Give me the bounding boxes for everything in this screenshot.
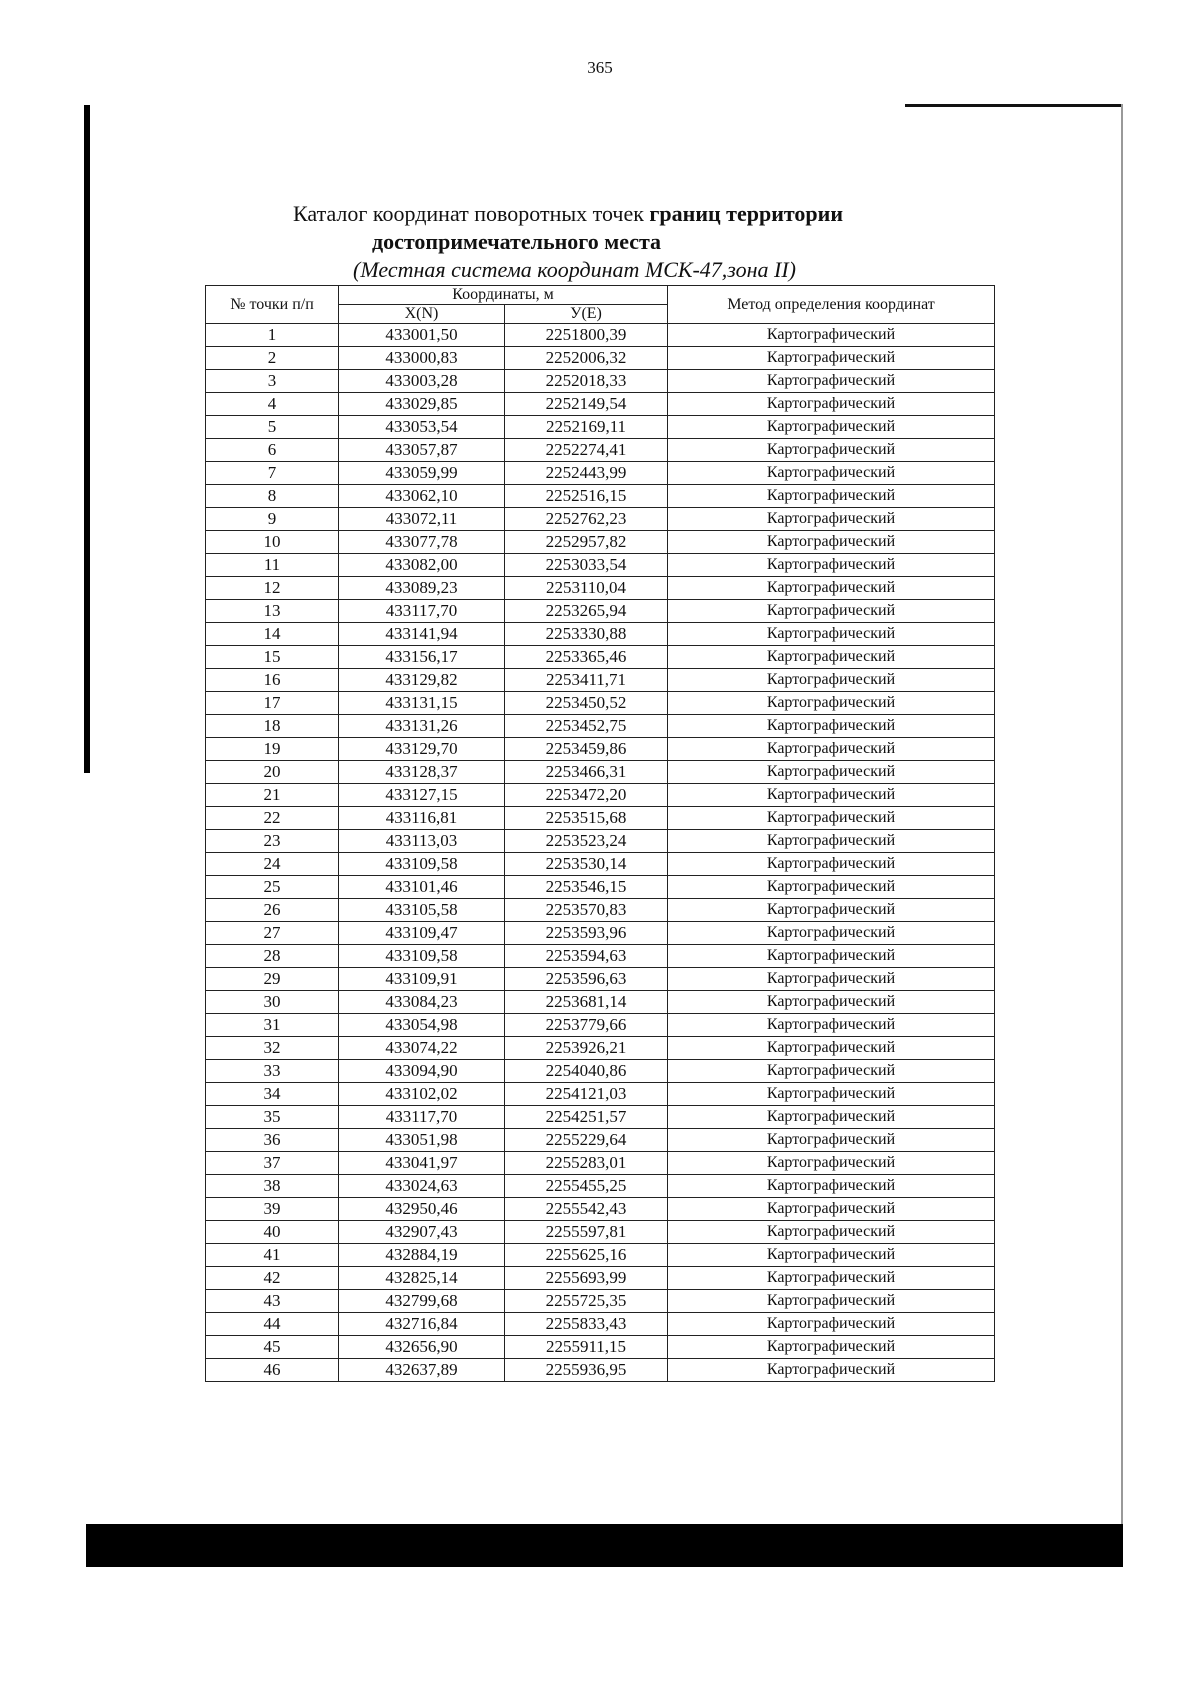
title-regular-text: Каталог координат поворотных точек: [293, 201, 650, 226]
table-row: [206, 899, 995, 922]
y-coordinate-cell: 2255693,99: [505, 1267, 668, 1290]
table-row: [206, 1060, 995, 1083]
point-number-cell: 40: [206, 1221, 339, 1244]
table-row: [206, 416, 995, 439]
x-coordinate-cell: 433101,46: [339, 876, 505, 899]
point-number-cell: 5: [206, 416, 339, 439]
table-row: [206, 370, 995, 393]
y-coordinate-cell: 2253411,71: [505, 669, 668, 692]
point-number-cell: 12: [206, 577, 339, 600]
table-row: [206, 669, 995, 692]
point-number-cell: 7: [206, 462, 339, 485]
method-cell: Картографический: [668, 669, 995, 692]
point-number-cell: 20: [206, 761, 339, 784]
x-coordinate-cell: 433129,70: [339, 738, 505, 761]
method-cell: Картографический: [668, 876, 995, 899]
method-cell: Картографический: [668, 1359, 995, 1382]
method-cell: Картографический: [668, 1129, 995, 1152]
table-row: [206, 922, 995, 945]
point-number-cell: 41: [206, 1244, 339, 1267]
table-row: [206, 1129, 995, 1152]
table-row: [206, 715, 995, 738]
point-number-cell: 13: [206, 600, 339, 623]
x-coordinate-cell: 433001,50: [339, 324, 505, 347]
y-coordinate-cell: 2252957,82: [505, 531, 668, 554]
title-subtitle: (Местная система координат МСК-47,зона II): [353, 257, 796, 282]
point-number-cell: 15: [206, 646, 339, 669]
y-coordinate-cell: 2254251,57: [505, 1106, 668, 1129]
method-cell: Картографический: [668, 462, 995, 485]
point-number-cell: 1: [206, 324, 339, 347]
point-number-cell: 46: [206, 1359, 339, 1382]
y-coordinate-cell: 2252274,41: [505, 439, 668, 462]
y-coordinate-cell: 2255833,43: [505, 1313, 668, 1336]
table-row: [206, 784, 995, 807]
y-coordinate-cell: 2252762,23: [505, 508, 668, 531]
table-row: [206, 1152, 995, 1175]
header-x: X(N): [339, 305, 505, 324]
x-coordinate-cell: 433109,58: [339, 853, 505, 876]
y-coordinate-cell: 2253110,04: [505, 577, 668, 600]
x-coordinate-cell: 433094,90: [339, 1060, 505, 1083]
table-row: [206, 968, 995, 991]
y-coordinate-cell: 2253546,15: [505, 876, 668, 899]
header-coordinates: Координаты, м: [339, 286, 668, 305]
y-coordinate-cell: 2254121,03: [505, 1083, 668, 1106]
point-number-cell: 35: [206, 1106, 339, 1129]
x-coordinate-cell: 433156,17: [339, 646, 505, 669]
point-number-cell: 34: [206, 1083, 339, 1106]
method-cell: Картографический: [668, 1060, 995, 1083]
point-number-cell: 14: [206, 623, 339, 646]
y-coordinate-cell: 2255725,35: [505, 1290, 668, 1313]
x-coordinate-cell: 433059,99: [339, 462, 505, 485]
x-coordinate-cell: 433082,00: [339, 554, 505, 577]
table-row: [206, 1198, 995, 1221]
point-number-cell: 18: [206, 715, 339, 738]
point-number-cell: 9: [206, 508, 339, 531]
point-number-cell: 45: [206, 1336, 339, 1359]
table-row: [206, 1359, 995, 1382]
method-cell: Картографический: [668, 715, 995, 738]
point-number-cell: 23: [206, 830, 339, 853]
table-row: [206, 439, 995, 462]
table-row: [206, 945, 995, 968]
method-cell: Картографический: [668, 646, 995, 669]
x-coordinate-cell: 433029,85: [339, 393, 505, 416]
y-coordinate-cell: 2253926,21: [505, 1037, 668, 1060]
table-row: [206, 807, 995, 830]
y-coordinate-cell: 2255625,16: [505, 1244, 668, 1267]
method-cell: Картографический: [668, 531, 995, 554]
point-number-cell: 38: [206, 1175, 339, 1198]
x-coordinate-cell: 433084,23: [339, 991, 505, 1014]
y-coordinate-cell: 2255455,25: [505, 1175, 668, 1198]
table-row: [206, 853, 995, 876]
x-coordinate-cell: 433128,37: [339, 761, 505, 784]
point-number-cell: 24: [206, 853, 339, 876]
table-row: [206, 462, 995, 485]
point-number-cell: 6: [206, 439, 339, 462]
method-cell: Картографический: [668, 761, 995, 784]
y-coordinate-cell: 2253365,46: [505, 646, 668, 669]
page-number: 365: [587, 58, 613, 77]
x-coordinate-cell: 433003,28: [339, 370, 505, 393]
x-coordinate-cell: 433053,54: [339, 416, 505, 439]
method-cell: Картографический: [668, 922, 995, 945]
point-number-cell: 31: [206, 1014, 339, 1037]
table-row: [206, 1083, 995, 1106]
table-row: [206, 393, 995, 416]
method-cell: Картографический: [668, 393, 995, 416]
x-coordinate-cell: 433041,97: [339, 1152, 505, 1175]
table-row: [206, 531, 995, 554]
table-row: [206, 761, 995, 784]
x-coordinate-cell: 433051,98: [339, 1129, 505, 1152]
y-coordinate-cell: 2253530,14: [505, 853, 668, 876]
point-number-cell: 10: [206, 531, 339, 554]
table-header-row: [206, 286, 995, 305]
method-cell: Картографический: [668, 1290, 995, 1313]
point-number-cell: 30: [206, 991, 339, 1014]
method-cell: Картографический: [668, 738, 995, 761]
y-coordinate-cell: 2253033,54: [505, 554, 668, 577]
x-coordinate-cell: 432637,89: [339, 1359, 505, 1382]
method-cell: Картографический: [668, 1106, 995, 1129]
method-cell: Картографический: [668, 623, 995, 646]
method-cell: Картографический: [668, 1221, 995, 1244]
x-coordinate-cell: 433117,70: [339, 1106, 505, 1129]
x-coordinate-cell: 432716,84: [339, 1313, 505, 1336]
x-coordinate-cell: 433127,15: [339, 784, 505, 807]
y-coordinate-cell: 2252006,32: [505, 347, 668, 370]
scan-edge-band-bottom: [86, 1524, 1123, 1567]
y-coordinate-cell: 2253570,83: [505, 899, 668, 922]
point-number-cell: 33: [206, 1060, 339, 1083]
point-number-cell: 27: [206, 922, 339, 945]
method-cell: Картографический: [668, 692, 995, 715]
point-number-cell: 42: [206, 1267, 339, 1290]
x-coordinate-cell: 433129,82: [339, 669, 505, 692]
header-y: У(Е): [505, 305, 668, 324]
x-coordinate-cell: 433102,02: [339, 1083, 505, 1106]
method-cell: Картографический: [668, 554, 995, 577]
y-coordinate-cell: 2252516,15: [505, 485, 668, 508]
point-number-cell: 32: [206, 1037, 339, 1060]
table-row: [206, 485, 995, 508]
method-cell: Картографический: [668, 324, 995, 347]
y-coordinate-cell: 2253523,24: [505, 830, 668, 853]
table-row: [206, 600, 995, 623]
method-cell: Картографический: [668, 370, 995, 393]
point-number-cell: 28: [206, 945, 339, 968]
y-coordinate-cell: 2255283,01: [505, 1152, 668, 1175]
x-coordinate-cell: 432950,46: [339, 1198, 505, 1221]
table-row: [206, 1106, 995, 1129]
table-row: [206, 991, 995, 1014]
y-coordinate-cell: 2253452,75: [505, 715, 668, 738]
x-coordinate-cell: 433105,58: [339, 899, 505, 922]
x-coordinate-cell: 433109,91: [339, 968, 505, 991]
method-cell: Картографический: [668, 508, 995, 531]
header-method: Метод определения координат: [668, 286, 995, 324]
table-row: [206, 830, 995, 853]
point-number-cell: 21: [206, 784, 339, 807]
y-coordinate-cell: 2255936,95: [505, 1359, 668, 1382]
x-coordinate-cell: 432656,90: [339, 1336, 505, 1359]
point-number-cell: 16: [206, 669, 339, 692]
x-coordinate-cell: 433113,03: [339, 830, 505, 853]
method-cell: Картографический: [668, 577, 995, 600]
method-cell: Картографический: [668, 1198, 995, 1221]
method-cell: Картографический: [668, 1152, 995, 1175]
y-coordinate-cell: 2253466,31: [505, 761, 668, 784]
method-cell: Картографический: [668, 347, 995, 370]
method-cell: Картографический: [668, 439, 995, 462]
method-cell: Картографический: [668, 1244, 995, 1267]
y-coordinate-cell: 2253681,14: [505, 991, 668, 1014]
title-line-2: достопримечательного места: [372, 229, 662, 254]
x-coordinate-cell: 432825,14: [339, 1267, 505, 1290]
table-row: [206, 324, 995, 347]
method-cell: Картографический: [668, 1037, 995, 1060]
y-coordinate-cell: 2255542,43: [505, 1198, 668, 1221]
method-cell: Картографический: [668, 485, 995, 508]
method-cell: Картографический: [668, 1175, 995, 1198]
table-row: [206, 646, 995, 669]
table-row: [206, 738, 995, 761]
x-coordinate-cell: 433109,47: [339, 922, 505, 945]
table-row: [206, 1267, 995, 1290]
table-row: [206, 1290, 995, 1313]
method-cell: Картографический: [668, 1267, 995, 1290]
point-number-cell: 17: [206, 692, 339, 715]
table-row: [206, 1244, 995, 1267]
y-coordinate-cell: 2253459,86: [505, 738, 668, 761]
x-coordinate-cell: 433077,78: [339, 531, 505, 554]
method-cell: Картографический: [668, 968, 995, 991]
point-number-cell: 26: [206, 899, 339, 922]
point-number-cell: 39: [206, 1198, 339, 1221]
y-coordinate-cell: 2253593,96: [505, 922, 668, 945]
table-row: [206, 347, 995, 370]
scan-edge-line-right: [1121, 104, 1123, 1529]
x-coordinate-cell: 433000,83: [339, 347, 505, 370]
point-number-cell: 43: [206, 1290, 339, 1313]
header-point-number: № точки п/п: [206, 286, 339, 324]
table-row: [206, 1221, 995, 1244]
point-number-cell: 4: [206, 393, 339, 416]
table-row: [206, 508, 995, 531]
table-row: [206, 692, 995, 715]
method-cell: Картографический: [668, 945, 995, 968]
y-coordinate-cell: 2253265,94: [505, 600, 668, 623]
x-coordinate-cell: 433117,70: [339, 600, 505, 623]
method-cell: Картографический: [668, 991, 995, 1014]
scan-edge-bar-left: [84, 105, 90, 773]
point-number-cell: 37: [206, 1152, 339, 1175]
table-row: [206, 623, 995, 646]
point-number-cell: 3: [206, 370, 339, 393]
y-coordinate-cell: 2253596,63: [505, 968, 668, 991]
y-coordinate-cell: 2255597,81: [505, 1221, 668, 1244]
method-cell: Картографический: [668, 1014, 995, 1037]
y-coordinate-cell: 2251800,39: [505, 324, 668, 347]
x-coordinate-cell: 433089,23: [339, 577, 505, 600]
catalog-title: [200, 200, 1020, 284]
point-number-cell: 29: [206, 968, 339, 991]
table-row: [206, 876, 995, 899]
coordinates-table: [205, 285, 995, 1382]
method-cell: Картографический: [668, 784, 995, 807]
title-bold-text: границ территории: [649, 201, 843, 226]
table-row: [206, 1014, 995, 1037]
method-cell: Картографический: [668, 1313, 995, 1336]
method-cell: Картографический: [668, 416, 995, 439]
method-cell: Картографический: [668, 899, 995, 922]
method-cell: Картографический: [668, 853, 995, 876]
y-coordinate-cell: 2253515,68: [505, 807, 668, 830]
x-coordinate-cell: 433109,58: [339, 945, 505, 968]
point-number-cell: 11: [206, 554, 339, 577]
y-coordinate-cell: 2252443,99: [505, 462, 668, 485]
y-coordinate-cell: 2254040,86: [505, 1060, 668, 1083]
method-cell: Картографический: [668, 600, 995, 623]
table-row: [206, 1175, 995, 1198]
x-coordinate-cell: 433024,63: [339, 1175, 505, 1198]
y-coordinate-cell: 2253779,66: [505, 1014, 668, 1037]
x-coordinate-cell: 433131,26: [339, 715, 505, 738]
table-row: [206, 577, 995, 600]
y-coordinate-cell: 2252018,33: [505, 370, 668, 393]
y-coordinate-cell: 2253472,20: [505, 784, 668, 807]
y-coordinate-cell: 2253450,52: [505, 692, 668, 715]
x-coordinate-cell: 433054,98: [339, 1014, 505, 1037]
x-coordinate-cell: 433141,94: [339, 623, 505, 646]
point-number-cell: 25: [206, 876, 339, 899]
table-row: [206, 554, 995, 577]
method-cell: Картографический: [668, 1336, 995, 1359]
x-coordinate-cell: 433062,10: [339, 485, 505, 508]
y-coordinate-cell: 2252149,54: [505, 393, 668, 416]
x-coordinate-cell: 433057,87: [339, 439, 505, 462]
table-row: [206, 1313, 995, 1336]
title-line-1: [200, 200, 1020, 228]
x-coordinate-cell: 433074,22: [339, 1037, 505, 1060]
x-coordinate-cell: 433131,15: [339, 692, 505, 715]
point-number-cell: 22: [206, 807, 339, 830]
x-coordinate-cell: 432799,68: [339, 1290, 505, 1313]
table-row: [206, 1037, 995, 1060]
y-coordinate-cell: 2252169,11: [505, 416, 668, 439]
method-cell: Картографический: [668, 830, 995, 853]
x-coordinate-cell: 433116,81: [339, 807, 505, 830]
x-coordinate-cell: 432884,19: [339, 1244, 505, 1267]
point-number-cell: 36: [206, 1129, 339, 1152]
x-coordinate-cell: 433072,11: [339, 508, 505, 531]
y-coordinate-cell: 2253594,63: [505, 945, 668, 968]
point-number-cell: 8: [206, 485, 339, 508]
point-number-cell: 19: [206, 738, 339, 761]
y-coordinate-cell: 2253330,88: [505, 623, 668, 646]
scan-edge-line-top: [905, 104, 1123, 107]
table-row: [206, 1336, 995, 1359]
method-cell: Картографический: [668, 1083, 995, 1106]
x-coordinate-cell: 432907,43: [339, 1221, 505, 1244]
point-number-cell: 2: [206, 347, 339, 370]
y-coordinate-cell: 2255229,64: [505, 1129, 668, 1152]
y-coordinate-cell: 2255911,15: [505, 1336, 668, 1359]
method-cell: Картографический: [668, 807, 995, 830]
table-body: [206, 324, 995, 1382]
point-number-cell: 44: [206, 1313, 339, 1336]
